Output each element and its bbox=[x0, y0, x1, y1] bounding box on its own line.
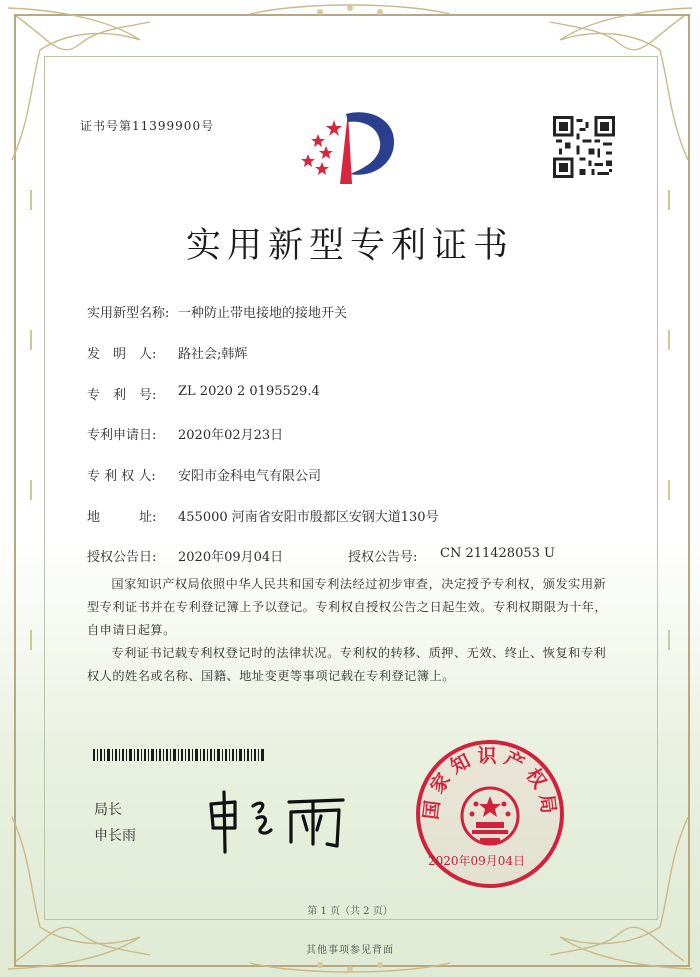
director-signature bbox=[205, 786, 355, 856]
patentee-value: 安阳市金科电气有限公司 bbox=[178, 469, 322, 484]
barcode bbox=[93, 749, 265, 761]
director-name: 申长雨 bbox=[94, 828, 136, 844]
body-paragraph: 国家知识产权局依照中华人民共和国专利法经过初步审查，决定授予专利权，颁发实用新型专利证书并在专利登记簿上予以登记。专利权自授权公告之日起生效。专利权期限为十年，自申请日起算。 bbox=[87, 577, 608, 637]
inventor-value: 路社会;韩辉 bbox=[178, 347, 248, 362]
cnipa-logo bbox=[296, 104, 400, 192]
filing-date-value: 2020年02月23日 bbox=[178, 428, 284, 443]
director-title: 局长 bbox=[94, 802, 122, 818]
announcement-date-value: 2020年09月04日 bbox=[178, 550, 284, 565]
body-paragraph: 专利证书记载专利权登记时的法律状况。专利权的转移、质押、无效、终止、恢复和专利权人的姓名或名称、国籍、地址变更等事项记载在专利登记簿上。 bbox=[87, 646, 607, 683]
patent-number-value: ZL 2020 2 0195529.4 bbox=[178, 384, 320, 399]
page-indicator: 第 1 页（共 2 页） bbox=[307, 906, 393, 917]
patentee-label: 专 利 权 人: bbox=[87, 469, 156, 484]
announcement-date-label: 授权公告日: bbox=[87, 550, 157, 565]
announcement-number-value: CN 211428053 U bbox=[440, 546, 555, 561]
seal-date: 2020年09月04日 bbox=[428, 854, 526, 868]
utility-model-name-label: 实用新型名称: bbox=[87, 306, 170, 321]
address-label: 地 址: bbox=[87, 510, 157, 525]
footer-note: 其他事项参见背面 bbox=[306, 945, 394, 956]
certificate-number: 证书号第11399900号 bbox=[80, 119, 215, 133]
director-block bbox=[94, 797, 136, 849]
certificate-title: 实用新型专利证书 bbox=[185, 226, 514, 266]
patent-number-label: 专 利 号: bbox=[87, 388, 157, 403]
filing-date-label: 专利申请日: bbox=[87, 428, 157, 443]
seal-text: 国家知识产权局 bbox=[419, 745, 561, 821]
inventor-label: 发 明 人: bbox=[87, 347, 157, 362]
address-value: 455000 河南省安阳市殷都区安钢大道130号 bbox=[178, 510, 439, 525]
certificate-body bbox=[87, 573, 611, 688]
utility-model-name-value: 一种防止带电接地的接地开关 bbox=[178, 306, 348, 321]
qr-code bbox=[553, 116, 615, 178]
announcement-number-label: 授权公告号: bbox=[348, 550, 418, 565]
